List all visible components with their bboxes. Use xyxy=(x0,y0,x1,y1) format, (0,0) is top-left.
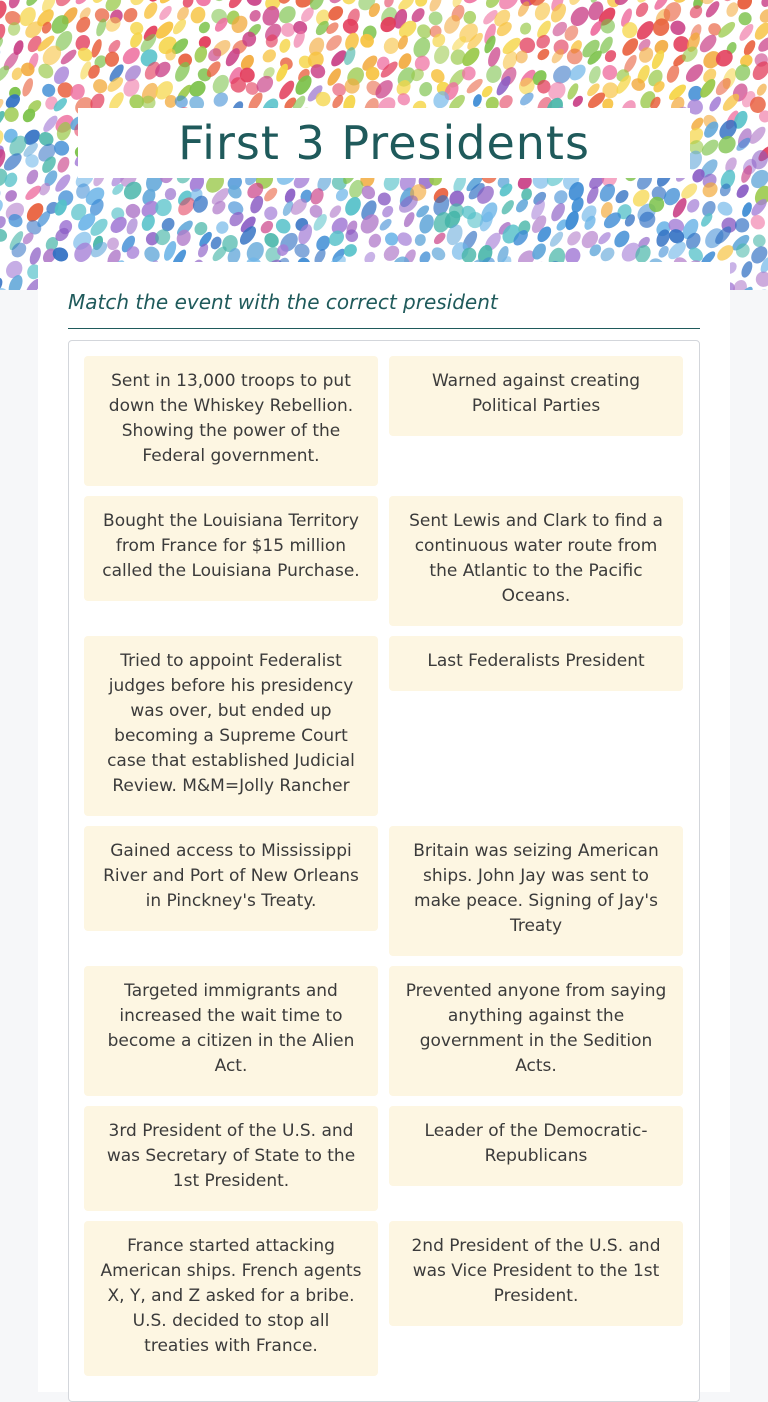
confetti-dab xyxy=(258,218,275,235)
confetti-dab xyxy=(633,0,650,19)
confetti-dab xyxy=(174,228,192,248)
confetti-dab xyxy=(429,245,448,263)
divider xyxy=(68,328,700,329)
confetti-dab xyxy=(613,188,631,206)
confetti-dab xyxy=(734,182,751,200)
confetti-dab xyxy=(600,63,619,83)
confetti-dab xyxy=(51,138,72,159)
confetti-dab xyxy=(683,61,707,85)
confetti-dab xyxy=(707,95,723,114)
confetti-dab xyxy=(0,250,2,268)
confetti-dab xyxy=(73,14,93,35)
confetti-dab xyxy=(431,43,452,66)
confetti-dab xyxy=(260,47,279,65)
confetti-dab xyxy=(395,230,415,249)
match-card-right-2[interactable]: Sent Lewis and Clark to find a continuous water route from the Atlantic to the Pacific Oceans. xyxy=(389,496,683,626)
match-card-left-2[interactable]: Bought the Louisiana Territory from France for $15 million called the Louisiana Purchase. xyxy=(84,496,378,601)
confetti-dab xyxy=(0,34,6,56)
confetti-dab xyxy=(105,236,121,252)
match-card-left-7[interactable]: France started attacking American ships. French agents X, Y, and Z asked for a bribe. U.S. decided to stop all treaties with France. xyxy=(84,1221,378,1376)
confetti-dab xyxy=(567,0,586,7)
confetti-dab xyxy=(656,244,671,260)
confetti-dab xyxy=(755,82,768,98)
confetti-dab xyxy=(196,242,210,259)
confetti-dab xyxy=(413,232,428,247)
confetti-dab xyxy=(0,227,9,244)
confetti-dab xyxy=(732,215,752,235)
confetti-dab xyxy=(327,203,343,220)
confetti-dab xyxy=(619,35,641,58)
match-card-right-7[interactable]: 2nd President of the U.S. and was Vice President to the 1st President. xyxy=(389,1221,683,1326)
confetti-dab xyxy=(90,76,110,96)
confetti-dab xyxy=(496,0,522,13)
confetti-dab xyxy=(0,261,2,278)
confetti-dab xyxy=(417,80,434,99)
confetti-dab xyxy=(20,77,35,98)
confetti-dab xyxy=(141,0,160,21)
confetti-dab xyxy=(245,0,264,8)
confetti-dab xyxy=(731,278,750,290)
confetti-dab xyxy=(2,105,22,125)
match-card-right-1[interactable]: Warned against creating Political Parties xyxy=(389,356,683,436)
confetti-dab xyxy=(366,232,383,250)
confetti-dab xyxy=(139,212,157,232)
page-title: First 3 Presidents xyxy=(178,116,590,170)
match-card-right-4[interactable]: Britain was seizing American ships. John Jay was sent to make peace. Signing of Jay's Treaty xyxy=(389,826,683,956)
match-card-right-6[interactable]: Leader of the Democratic-Republicans xyxy=(389,1106,683,1186)
confetti-dab xyxy=(194,0,214,9)
confetti-dab xyxy=(715,199,735,219)
confetti-dab xyxy=(687,3,705,21)
confetti-dab xyxy=(375,190,393,208)
confetti-dab xyxy=(124,216,139,236)
confetti-dab xyxy=(7,0,22,10)
confetti-dab xyxy=(471,93,483,108)
confetti-dab xyxy=(123,202,142,221)
confetti-dab xyxy=(380,204,396,220)
match-card-left-5[interactable]: Targeted immigrants and increased the wait time to become a citizen in the Alien Act. xyxy=(84,966,378,1096)
confetti-dab xyxy=(73,0,90,7)
confetti-dab xyxy=(748,212,768,232)
match-card-left-3[interactable]: Tried to appoint Federalist judges before his presidency was over, but ended up becoming a Supreme Court case that established Judicial Review. M&M=Jolly Rancher xyxy=(84,636,378,816)
confetti-dab xyxy=(395,91,412,108)
confetti-dab xyxy=(39,81,57,99)
confetti-dab xyxy=(402,210,417,228)
match-card-left-1[interactable]: Sent in 13,000 troops to put down the Whiskey Rebellion. Showing the power of the Federal government. xyxy=(84,356,378,486)
confetti-dab xyxy=(759,0,768,9)
confetti-dab xyxy=(339,0,359,7)
confetti-dab xyxy=(567,3,592,29)
confetti-dab xyxy=(24,0,42,8)
header-banner xyxy=(0,0,768,290)
confetti-dab xyxy=(127,0,147,8)
match-card-right-3[interactable]: Last Federalists President xyxy=(389,636,683,691)
title-box xyxy=(78,108,690,178)
matching-area xyxy=(68,340,700,1402)
confetti-dab xyxy=(684,197,701,215)
confetti-dab xyxy=(55,155,72,175)
confetti-dab xyxy=(739,260,754,280)
match-card-right-5[interactable]: Prevented anyone from saying anything against the government in the Sedition Acts. xyxy=(389,966,683,1096)
confetti-dab xyxy=(426,9,445,28)
confetti-dab xyxy=(323,32,344,53)
confetti-dab xyxy=(157,4,174,22)
match-card-left-6[interactable]: 3rd President of the U.S. and was Secretary of State to the 1st President. xyxy=(84,1106,378,1211)
confetti-dab xyxy=(432,231,448,247)
confetti-dab xyxy=(24,168,40,187)
confetti-dab xyxy=(262,204,280,222)
confetti-dab xyxy=(596,230,613,246)
confetti-dab xyxy=(678,181,700,202)
instruction-text: Match the event with the correct president xyxy=(68,290,498,314)
confetti-dab xyxy=(277,37,292,54)
confetti-dab xyxy=(226,0,245,11)
confetti-dab xyxy=(518,21,534,37)
confetti-dab xyxy=(742,38,758,57)
confetti-dab xyxy=(214,219,231,236)
confetti-dab xyxy=(664,63,681,85)
confetti-dab xyxy=(208,0,227,4)
confetti-dab xyxy=(757,7,768,26)
confetti-dab xyxy=(499,198,516,216)
confetti-dab xyxy=(460,0,484,7)
confetti-dab xyxy=(548,1,569,25)
confetti-dab xyxy=(120,44,143,67)
confetti-dab xyxy=(535,47,551,63)
confetti-dab xyxy=(0,44,3,65)
confetti-dab xyxy=(0,196,6,218)
confetti-dab xyxy=(247,8,263,24)
confetti-dab xyxy=(565,229,584,248)
confetti-dab xyxy=(715,132,739,156)
confetti-dab xyxy=(584,185,600,206)
confetti-dab xyxy=(740,201,754,218)
content-panel xyxy=(38,262,730,1392)
confetti-dab xyxy=(587,64,603,85)
confetti-dab xyxy=(157,0,179,6)
match-card-left-4[interactable]: Gained access to Mississippi River and Port of New Orleans in Pinckney's Treaty. xyxy=(84,826,378,931)
confetti-dab xyxy=(378,217,394,233)
confetti-dab xyxy=(3,188,19,204)
confetti-dab xyxy=(413,0,430,9)
